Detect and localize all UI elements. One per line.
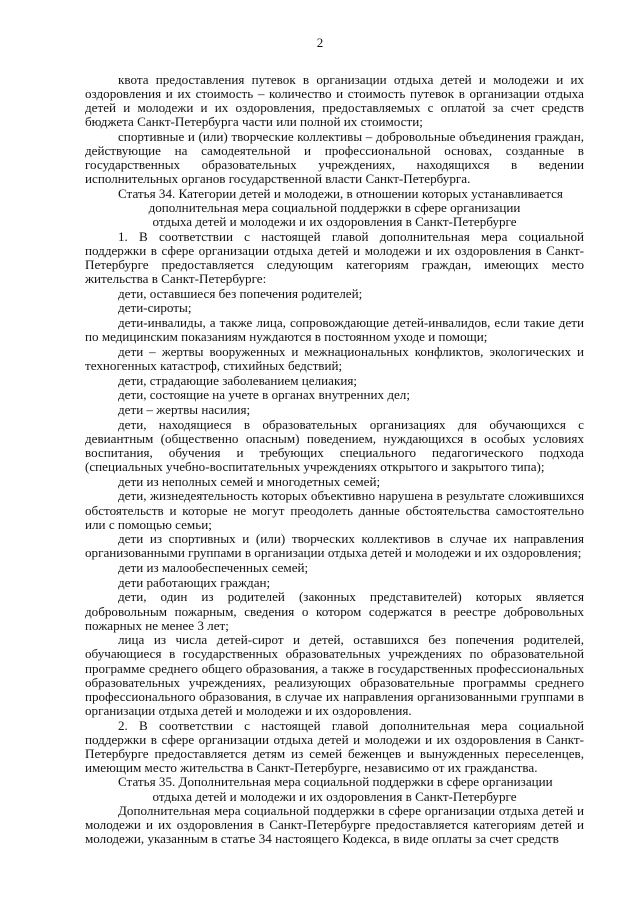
category-item: дети, страдающие заболеванием целиакия; (118, 372, 358, 388)
paragraph-quota-definition: квота предоставления путевок в организации отдыха детей и молодежи и их оздоровления и их стоимость – количество и стоимость путевок в организации отдыха детей и молодежи и их оздоровления, предоставляемых с оплатой за счет средств бюджета Санкт-Петербурга части или полной их стоимости; (85, 72, 584, 130)
article-35-title-line-2: отдыха детей и молодежи и их оздоровления в Санкт-Петербурге (152, 788, 517, 804)
page-number: 2 (316, 35, 324, 50)
category-item: лица из числа детей-сирот и детей, оставшихся без попечения родителей, обучающиеся в государственных образовательных учреждениях по образовательной программе среднего общего образования, а также в государственных профессиональных образовательных учреждениях, реализующих образовательные программы среднего профессионального образования, в случае их направления организованными группами в организации отдыха детей и молодежи и их оздоровления. (85, 632, 584, 718)
category-item: дети, находящиеся в образовательных организациях для обучающихся с девиантным (общественно опасным) поведением, нуждающихся в особых условиях воспитания, обучения и требующих специального педагогического подхода (специальных учебно-воспитательных учреждениях открытого и закрытого типа); (85, 416, 584, 475)
category-item: дети – жертвы насилия; (118, 402, 251, 418)
category-item: дети, оставшиеся без попечения родителей; (118, 285, 363, 301)
category-item: дети, состоящие на учете в органах внутренних дел; (118, 387, 410, 403)
category-item: дети из неполных семей и многодетных семей; (118, 473, 381, 489)
article-35-title: Статья 35. Дополнительная мера социальной поддержки в сфере организации (118, 774, 553, 790)
category-item: дети, один из родителей (законных представителей) которых является добровольным пожарным, сведения о котором содержатся в реестре добровольных пожарных не менее 3 лет; (85, 589, 584, 633)
item-2-paragraph: 2. В соответствии с настоящей главой дополнительная мера социальной поддержки в сфере организации отдыха детей и молодежи и их оздоровления в Санкт-Петербурге предоставляется детям из семей беженцев и вынужденных переселенцев, имеющим место жительства в Санкт-Петербурге, независимо от их гражданства. (85, 717, 584, 775)
paragraph-collectives-definition: спортивные и (или) творческие коллективы – добровольные объединения граждан, действующие на самодеятельной и профессиональной основах, созданные в государственных образовательных учреждениях, находящихся в ведении исполнительных органов государственной власти Санкт-Петербурга. (85, 128, 584, 187)
document-body (85, 73, 584, 847)
category-item: дети, жизнедеятельность которых объективно нарушена в результате сложившихся обстоятельств и которые не могут преодолеть данные обстоятельства самостоятельно или с помощью семьи; (85, 488, 584, 532)
article-34-title: Статья 34. Категории детей и молодежи, в отношении которых устанавливается (118, 185, 563, 201)
article-34-title-line-2: дополнительная мера социальной поддержки в сфере организации (148, 200, 521, 216)
article-35-text: Дополнительная мера социальной поддержки в сфере организации отдыха детей и молодежи и их оздоровления в Санкт-Петербурге предоставляется категориям детей и молодежи, указанным в статье 34 настоящего Кодекса, в виде оплаты за счет средств (85, 803, 584, 847)
category-item: дети – жертвы вооруженных и межнациональных конфликтов, экологических и техногенных катастроф, стихийных бедствий; (85, 343, 584, 374)
category-item: дети из малообеспеченных семей; (118, 560, 309, 576)
category-item: дети-сироты; (118, 300, 192, 316)
category-item: дети из спортивных и (или) творческих коллективов в случае их направления организованными группами в организации отдыха детей и молодежи и их оздоровления; (85, 531, 584, 561)
article-34-heading (85, 187, 584, 229)
article-34-title-line-3: отдыха детей и молодежи и их оздоровления в Санкт-Петербурге (152, 214, 517, 230)
category-item: дети работающих граждан; (118, 574, 271, 590)
article-35-heading (85, 775, 584, 803)
category-item: дети-инвалиды, а также лица, сопровождающие детей-инвалидов, если такие дети по медицинским показаниям нуждаются в постоянном уходе и помощи; (85, 315, 584, 345)
item-1-intro: 1. В соответствии с настоящей главой дополнительная мера социальной поддержки в сфере организации отдыха детей и молодежи и их оздоровления в Санкт-Петербурге предоставляется следующим категориям граждан, имеющих место жительства в Санкт-Петербурге: (85, 228, 584, 287)
